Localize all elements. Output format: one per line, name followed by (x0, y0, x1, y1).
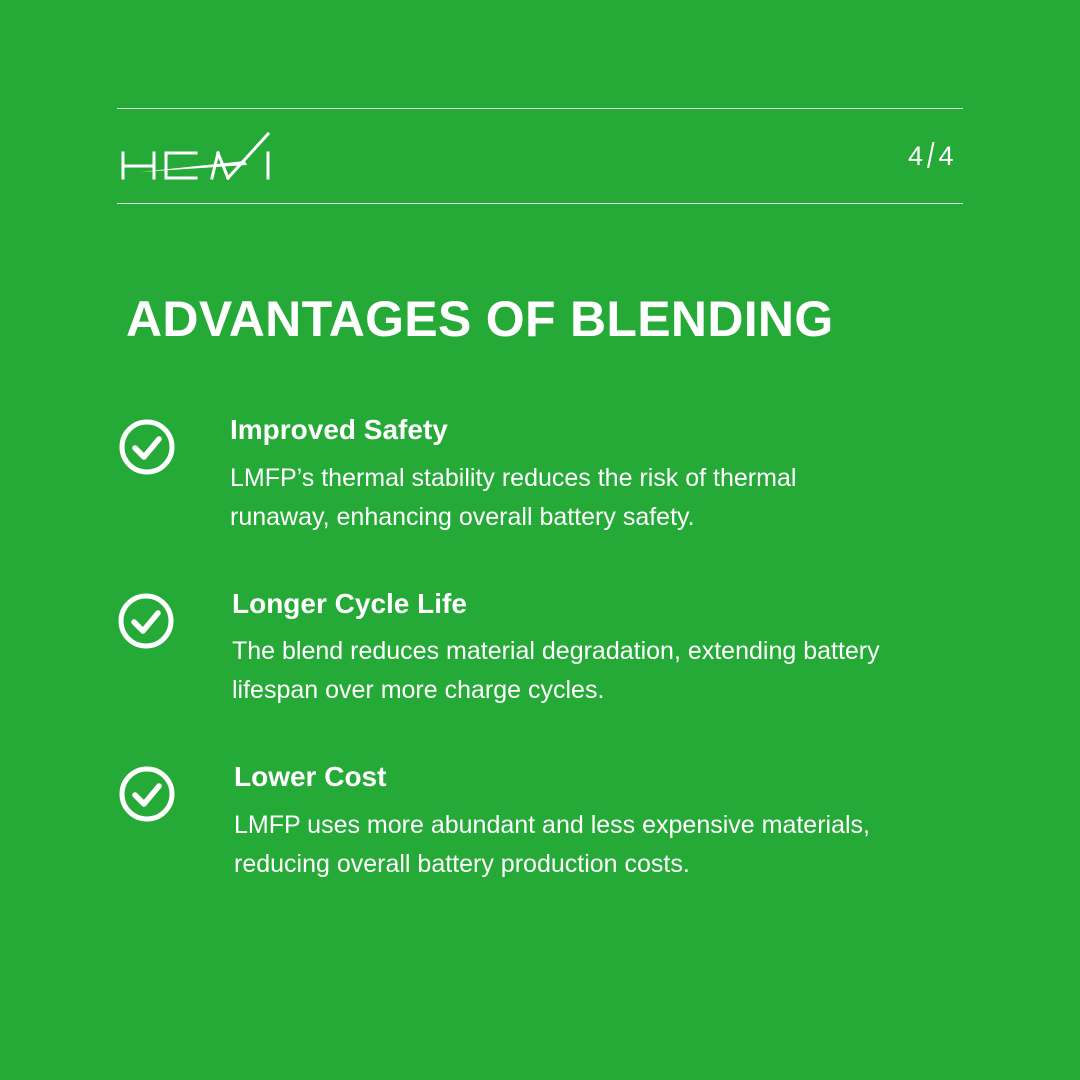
advantage-heading: Lower Cost (234, 761, 387, 792)
page-title: ADVANTAGES OF BLENDING (126, 291, 834, 347)
advantage-description: The blend reduces material degradation, extending battery lifespan over more charge cycles. (232, 637, 880, 704)
check-circle-icon (118, 765, 176, 823)
advantage-description: LMFP’s thermal stability reduces the risk of thermal runaway, enhancing overall battery safety. (230, 464, 797, 531)
page-indicator (908, 136, 955, 176)
advantage-heading: Longer Cycle Life (232, 588, 467, 619)
total-pages: 4 (938, 141, 955, 171)
current-page: 4 (908, 141, 925, 171)
advantage-heading: Improved Safety (230, 414, 448, 445)
bottom-divider (117, 203, 963, 204)
hcm-logo (120, 132, 274, 182)
check-circle-icon (118, 418, 176, 476)
top-divider (117, 108, 963, 109)
page-separator: / (927, 136, 936, 176)
advantage-description: LMFP uses more abundant and less expensive materials, reducing overall battery production costs. (234, 811, 870, 878)
check-circle-icon (117, 592, 175, 650)
